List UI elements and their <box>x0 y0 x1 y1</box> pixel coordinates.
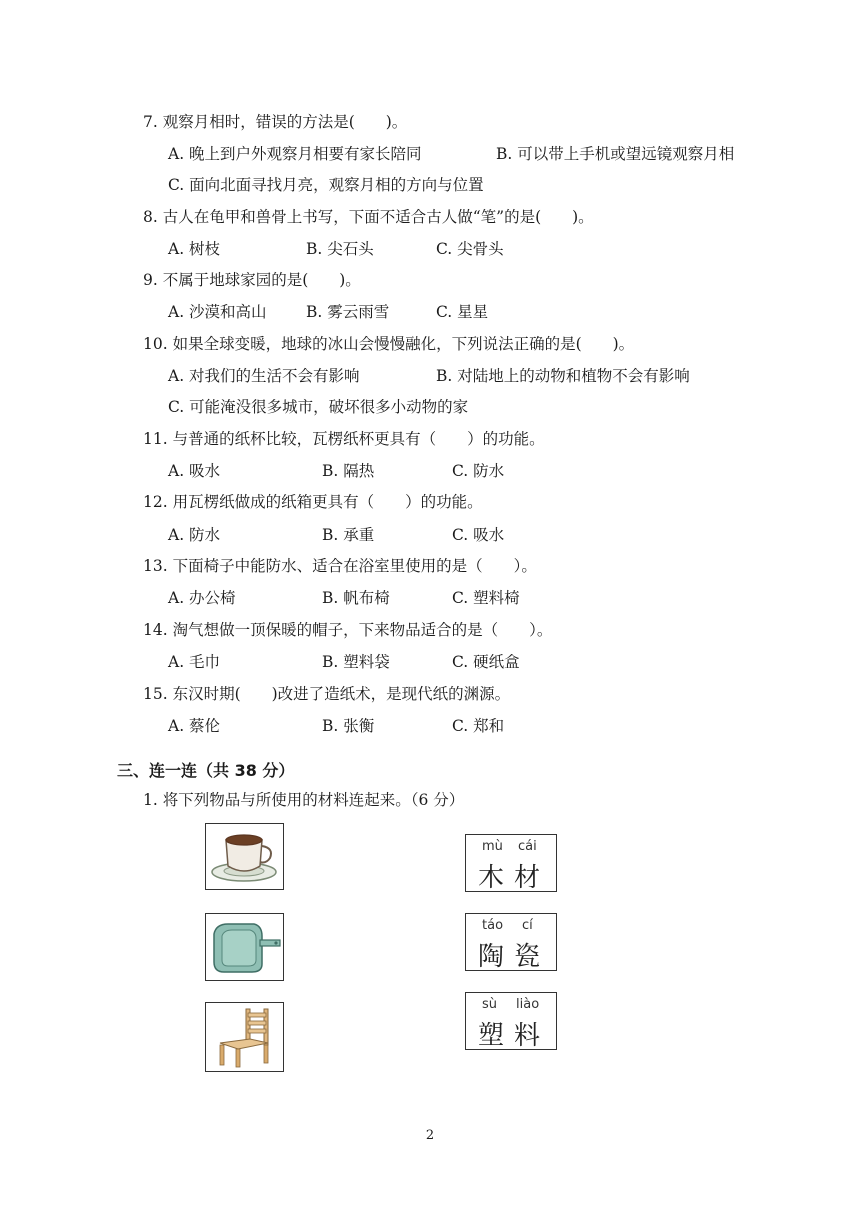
question-11-option-c: C. 防水 <box>452 462 505 480</box>
section3-question-1: 1. 将下列物品与所使用的材料连起来。（6 分） <box>143 791 465 809</box>
question-10-option-c: C. 可能淹没很多城市，破坏很多小动物的家 <box>168 398 469 416</box>
question-13-stem: 13. 下面椅子中能防水、适合在浴室里使用的是（ ）。 <box>143 557 537 575</box>
char-mu: 木 <box>478 863 505 893</box>
question-9-option-b: B. 雾云雨雪 <box>306 303 390 321</box>
question-15-option-c: C. 郑和 <box>452 717 505 735</box>
material-card-wood[interactable] <box>465 834 557 892</box>
question-8-option-b: B. 尖石头 <box>306 240 374 258</box>
question-15-option-b: B. 张衡 <box>322 717 375 735</box>
question-12-stem: 12. 用瓦楞纸做成的纸箱更具有（ ）的功能。 <box>143 493 483 511</box>
question-9-option-a: A. 沙漠和高山 <box>168 303 267 321</box>
dustpan-icon <box>206 914 282 979</box>
wooden-chair-icon <box>206 1003 282 1070</box>
question-14-stem: 14. 淘气想做一顶保暖的帽子，下来物品适合的是（ ）。 <box>143 621 553 639</box>
question-15-option-a: A. 蔡伦 <box>168 717 221 735</box>
question-11-option-b: B. 隔热 <box>322 462 375 480</box>
question-8-option-c: C. 尖骨头 <box>436 240 504 258</box>
question-10-stem: 10. 如果全球变暖，地球的冰山会慢慢融化，下列说法正确的是( )。 <box>143 335 635 353</box>
question-7-option-b: B. 可以带上手机或望远镜观察月相 <box>496 145 735 163</box>
question-12-option-a: A. 防水 <box>168 526 221 544</box>
question-9-option-c: C. 星星 <box>436 303 489 321</box>
question-15-stem: 15. 东汉时期( )改进了造纸术，是现代纸的渊源。 <box>143 685 511 703</box>
coffee-cup-icon <box>206 824 282 888</box>
material-card-ceramic[interactable] <box>465 913 557 971</box>
wooden-chair-picture[interactable] <box>205 1002 284 1072</box>
question-10-option-a: A. 对我们的生活不会有影响 <box>168 367 360 385</box>
question-13-option-b: B. 帆布椅 <box>322 589 390 607</box>
question-10-option-b: B. 对陆地上的动物和植物不会有影响 <box>436 367 690 385</box>
question-12-option-c: C. 吸水 <box>452 526 505 544</box>
pinyin-ci: cí <box>522 918 533 933</box>
char-tao: 陶 <box>478 942 505 972</box>
question-13-option-a: A. 办公椅 <box>168 589 236 607</box>
question-8-stem: 8. 古人在龟甲和兽骨上书写，下面不适合古人做“笔”的是( )。 <box>143 208 594 226</box>
char-liao: 料 <box>514 1021 541 1051</box>
pinyin-liao: liào <box>516 997 540 1012</box>
coffee-cup-picture[interactable] <box>205 823 284 890</box>
material-card-plastic[interactable] <box>465 992 557 1050</box>
char-su: 塑 <box>478 1021 505 1051</box>
char-ci: 瓷 <box>514 942 541 972</box>
pinyin-tao: táo <box>482 918 504 933</box>
pinyin-mu: mù <box>482 839 503 854</box>
page-number: 2 <box>425 1128 435 1143</box>
dustpan-picture[interactable] <box>205 913 284 981</box>
pinyin-cai: cái <box>518 839 537 854</box>
question-14-option-b: B. 塑料袋 <box>322 653 390 671</box>
section-heading: 三、连一连（共 38 分） <box>117 761 295 780</box>
question-8-option-a: A. 树枝 <box>168 240 221 258</box>
question-7-stem: 7. 观察月相时，错误的方法是( )。 <box>143 113 408 131</box>
char-cai: 材 <box>514 863 541 893</box>
question-13-option-c: C. 塑料椅 <box>452 589 520 607</box>
question-14-option-c: C. 硬纸盒 <box>452 653 520 671</box>
question-11-option-a: A. 吸水 <box>168 462 221 480</box>
question-7-option-a: A. 晚上到户外观察月相要有家长陪同 <box>168 145 422 163</box>
pinyin-su: sù <box>482 997 498 1012</box>
question-12-option-b: B. 承重 <box>322 526 375 544</box>
question-14-option-a: A. 毛巾 <box>168 653 221 671</box>
question-9-stem: 9. 不属于地球家园的是( )。 <box>143 271 361 289</box>
question-7-option-c: C. 面向北面寻找月亮，观察月相的方向与位置 <box>168 176 484 194</box>
question-11-stem: 11. 与普通的纸杯比较，瓦楞纸杯更具有（ ）的功能。 <box>143 430 545 448</box>
